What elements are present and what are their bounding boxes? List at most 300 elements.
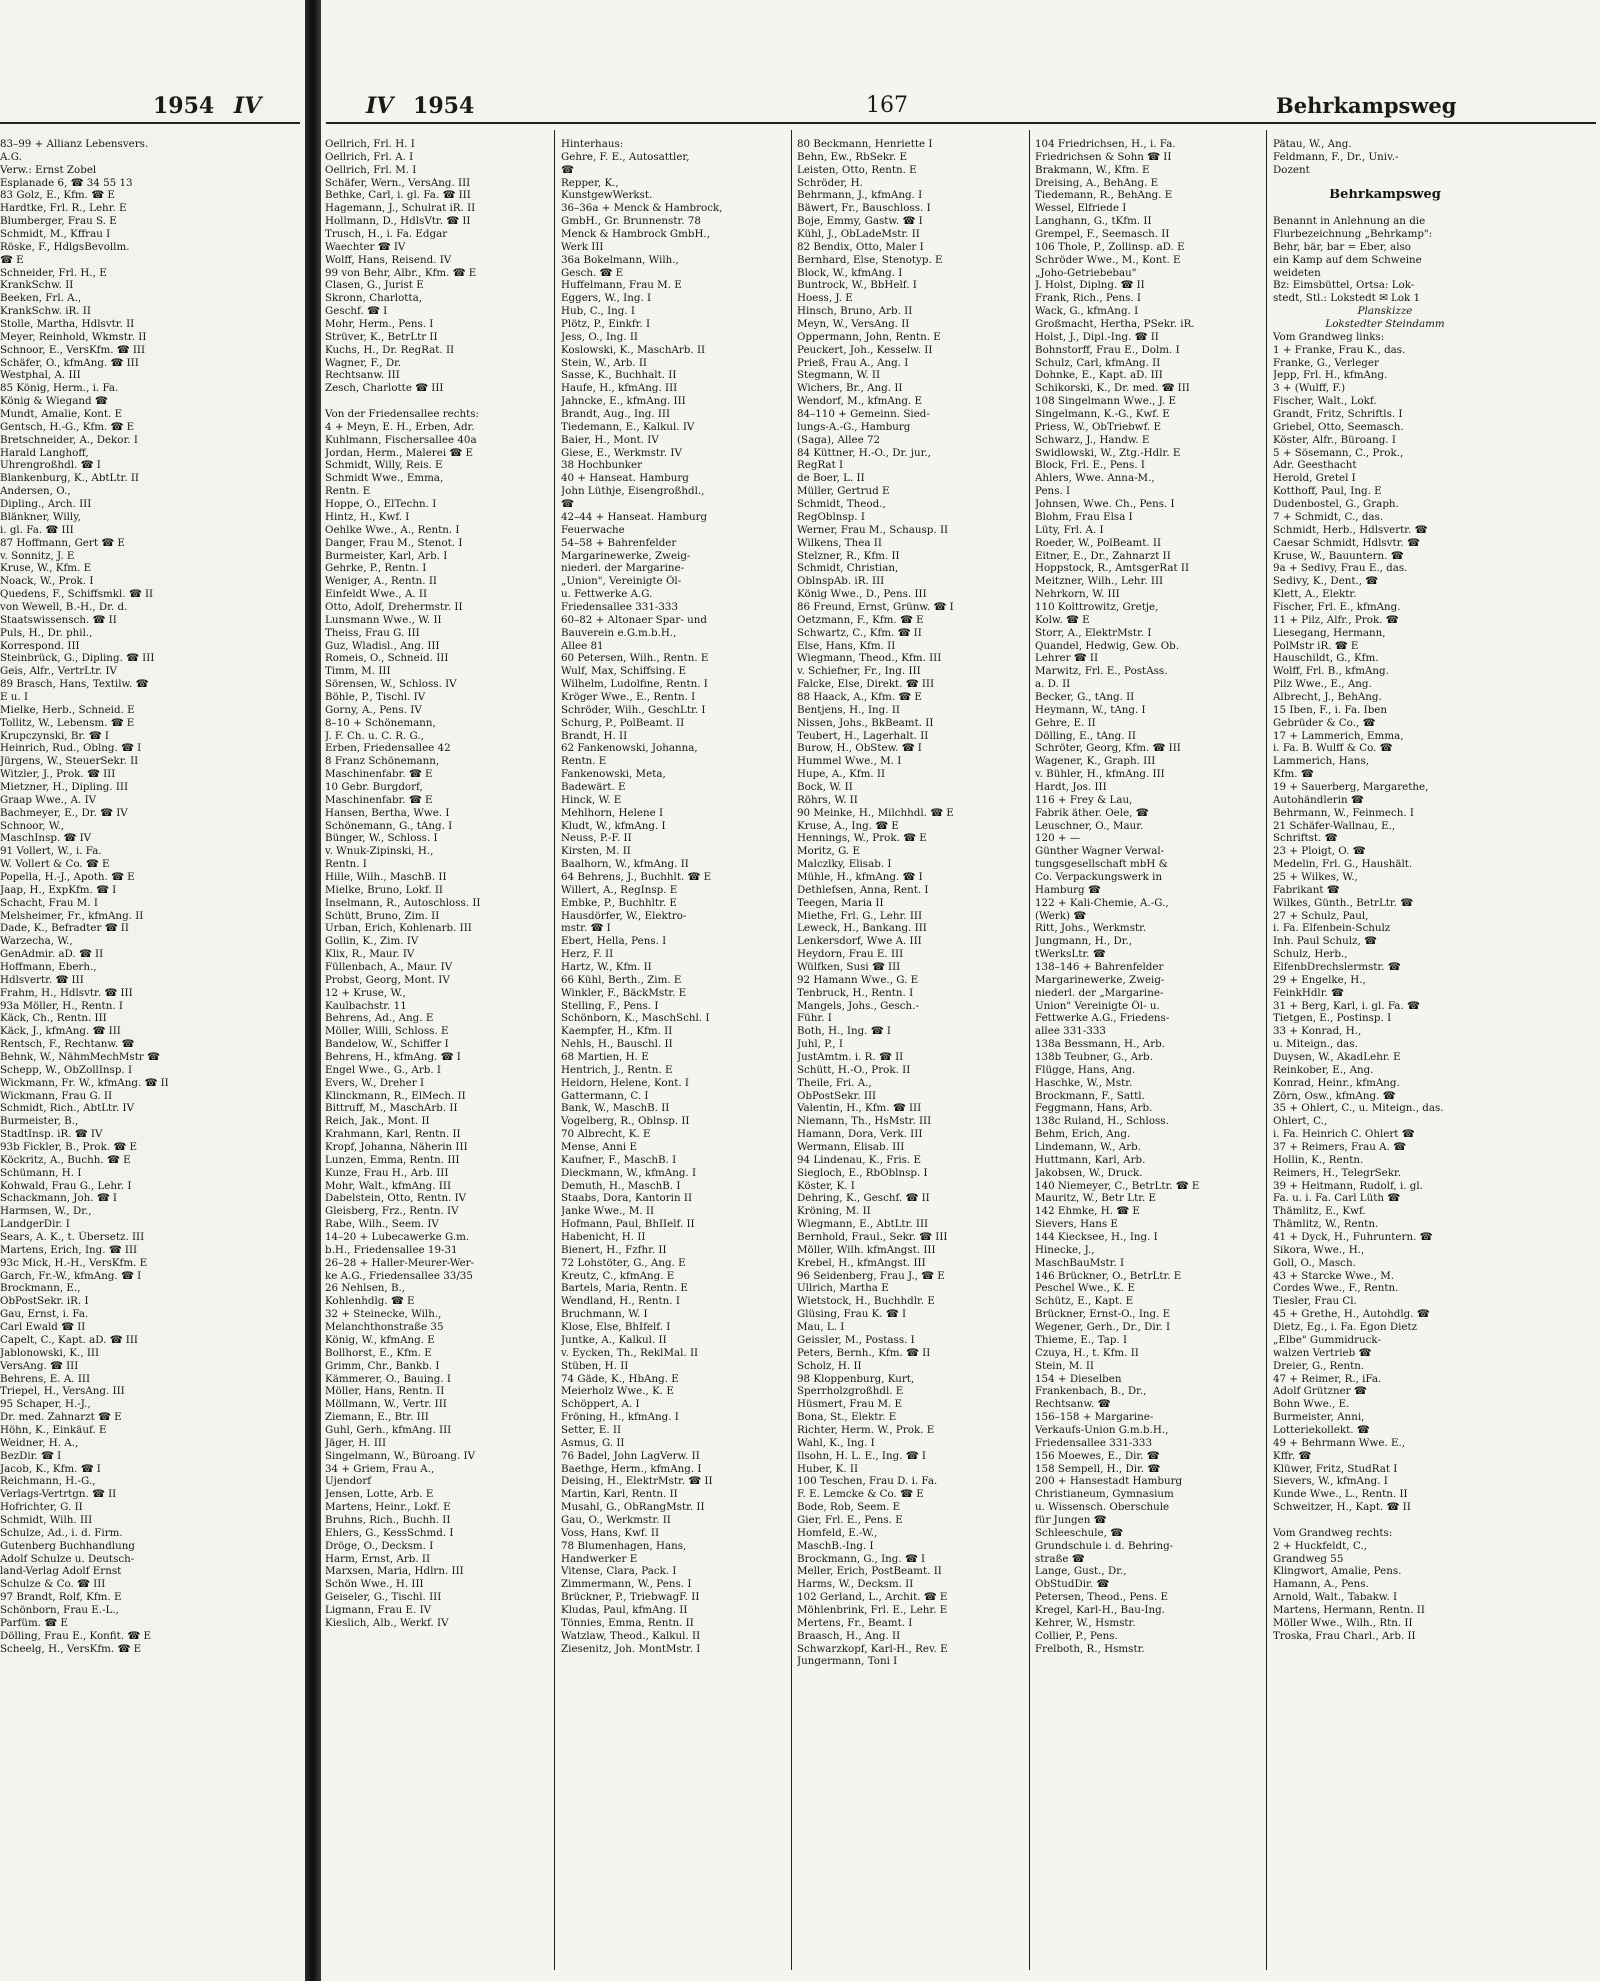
directory-line: tWerksLtr. ☎ [1035, 948, 1106, 961]
directory-line: Feggmann, Hans, Arb. [1035, 1102, 1153, 1115]
directory-line: Teubert, H., Lagerhalt. II [797, 729, 929, 742]
directory-line: 140 Niemeyer, C., BetrLtr. ☎ E [1035, 1179, 1200, 1192]
directory-line: von Wewell, B.-H., Dr. d. [0, 600, 128, 613]
directory-column-3 [797, 138, 1021, 1668]
directory-line: Christianeum, Gymnasium [1035, 1488, 1174, 1501]
directory-line: Urban, Erich, Kohlenarb. III [325, 922, 472, 935]
directory-line: „Joho-Getriebebau" [1035, 266, 1137, 279]
directory-line: 4 + Meyn, E. H., Erben, Adr. [325, 420, 475, 433]
directory-line: Liesegang, Hermann, [1273, 626, 1386, 639]
directory-line: Deising, H., ElektrMstr. ☎ II [561, 1475, 713, 1488]
directory-line: Kludt, W., kfmAng. I [561, 819, 666, 832]
directory-line: walzen Vertrieb ☎ [1273, 1346, 1372, 1359]
directory-line: Schönemann, G., tAng. I [325, 819, 453, 832]
directory-line: Hentrich, J., Rentn. E [561, 1063, 673, 1076]
directory-line: Kunze, Frau H., Arb. III [325, 1166, 449, 1179]
directory-line: Schütt, Bruno, Zim. II [325, 909, 440, 922]
directory-line: Schäfer, O., kfmAng. ☎ III [0, 356, 139, 369]
directory-line: Jordan, Herm., Malerei ☎ E [325, 446, 474, 459]
directory-line: Lange, Gust., Dr., [1035, 1565, 1127, 1578]
directory-line: Gau, Ernst, i. Fa. [0, 1308, 89, 1321]
directory-line: Uhrengroßhdl. ☎ I [0, 459, 101, 472]
directory-line: J. F. Ch. u. C. R. G., [325, 729, 424, 742]
directory-line: Neuss, P.-F. II [561, 832, 632, 845]
directory-line: KrankSchw. iR. II [0, 305, 91, 318]
directory-line: Gollin, K., Zim. IV [325, 935, 419, 948]
directory-line: 142 Ehmke, H. ☎ E [1035, 1205, 1140, 1218]
directory-line: Parfüm. ☎ E [0, 1616, 68, 1629]
directory-line: Fröning, H., kfmAng. I [561, 1411, 679, 1424]
directory-line: Hdlsvertr. ☎ III [0, 973, 84, 986]
directory-line: Willert, A., RegInsp. E [561, 883, 678, 896]
directory-line: Kaufner, F., MaschB. I [561, 1153, 677, 1166]
directory-line: Friedrichsen & Sohn ☎ II [1035, 150, 1172, 163]
directory-line: Sedivy, K., Dent., ☎ [1273, 575, 1379, 588]
directory-line: W. Vollert & Co. ☎ E [0, 858, 110, 871]
directory-line: Autohändlerin ☎ [1273, 793, 1364, 806]
directory-line: Harms, W., Decksm. II [797, 1578, 914, 1591]
directory-line: Brockmann, G., Ing. ☎ I [797, 1552, 926, 1565]
directory-line: Behrens, Ad., Ang. E [325, 1012, 434, 1025]
directory-line: ObPostSekr. III [797, 1089, 877, 1102]
directory-line: Glüsing, Frau K. ☎ I [797, 1308, 907, 1321]
directory-line: für Jungen ☎ [1035, 1513, 1107, 1526]
directory-line: Schneider, Frl. H., E [0, 266, 107, 279]
directory-line: Dabelstein, Otto, Rentn. IV [325, 1192, 467, 1205]
directory-line: Bauverein e.G.m.b.H., [561, 626, 677, 639]
directory-line: Hagemann, J., Schulrat iR. II [325, 202, 476, 215]
directory-line: Hamann, A., Pens. [1273, 1578, 1369, 1591]
directory-line: Bienert, H., Fzfhr. II [561, 1243, 667, 1256]
directory-line: Wahl, K., Ing. I [797, 1436, 875, 1449]
directory-line: Hinsch, Bruno, Arb. II [797, 305, 913, 318]
directory-line: 89 Brasch, Hans, Textilw. ☎ [0, 678, 149, 691]
directory-line: Hansen, Bertha, Wwe. I [325, 806, 450, 819]
directory-line: König & Wiegand ☎ [0, 395, 108, 408]
directory-line: Käck, Ch., Rentn. III [0, 1012, 107, 1025]
directory-line: Ligmann, Frau E. IV [325, 1603, 432, 1616]
directory-line: Tiesler, Frau Cl. [1273, 1295, 1357, 1308]
directory-line: Mau, L. I [797, 1321, 845, 1334]
directory-line: Clasen, G., Jurist E [325, 279, 424, 292]
directory-line: 25 + Wilkes, W., [1273, 870, 1358, 883]
directory-line: Schurg, P., PolBeamt. II [561, 716, 685, 729]
directory-line: Nissen, Johs., BkBeamt. II [797, 716, 934, 729]
directory-line: Gutenberg Buchhandlung [0, 1539, 135, 1552]
directory-line: u. Miteign., das. [1273, 1038, 1358, 1051]
directory-line: Feldmann, F., Dr., Univ.- [1273, 150, 1399, 163]
directory-line: 64 Behrens, J., Buchhlt. ☎ E [561, 870, 712, 883]
directory-line: Rentsch, F., Rechtanw. ☎ [0, 1038, 135, 1051]
directory-line: Hoppstock, R., AmtsgerRat II [1035, 562, 1190, 575]
directory-line: Vitense, Clara, Pack. I [561, 1565, 677, 1578]
directory-line: 31 + Berg, Karl, i. gl. Fa. ☎ [1273, 999, 1420, 1012]
directory-line: Wessel, Elfriede I [1035, 202, 1127, 215]
directory-line: MaschBauMstr. I [1035, 1256, 1125, 1269]
directory-line: Möhlenbrink, Frl. E., Lehr. E [797, 1603, 948, 1616]
directory-line: Schröder, H. [797, 176, 863, 189]
directory-line: Harm, Ernst, Arb. II [325, 1552, 431, 1565]
directory-line: 78 Blumenhagen, Hans, [561, 1539, 687, 1552]
directory-line: Esplanade 6, ☎ 34 55 13 [0, 176, 133, 189]
directory-line: Waechter ☎ IV [325, 240, 406, 253]
directory-line: Bernhard, Else, Stenotyp. E [797, 253, 943, 266]
directory-line: 85 König, Herm., i. Fa. [0, 382, 119, 395]
directory-line: Reichmann, H.-G., [0, 1475, 96, 1488]
directory-line: Bock, W. II [797, 780, 853, 793]
directory-line: Zesch, Charlotte ☎ III [325, 382, 444, 395]
directory-line: Stegmann, W. II [797, 369, 881, 382]
directory-line: FeinkHdlr. ☎ [1273, 986, 1344, 999]
directory-line: Martin, Karl, Rentn. II [561, 1488, 678, 1501]
directory-line: John Lüthje, Eisengroßhdl., [561, 485, 705, 498]
directory-line: ObStudDir. ☎ [1035, 1578, 1110, 1591]
directory-line: Triepel, H., VersAng. III [0, 1385, 125, 1398]
left-header-section: IV [233, 93, 262, 119]
directory-line: Kuhlmann, Fischersallee 40a [325, 433, 477, 446]
directory-line: Sasse, K., Buchhalt. II [561, 369, 677, 382]
directory-line: Vogelberg, R., Oblnsp. II [561, 1115, 690, 1128]
directory-line: 110 Kolttrowitz, Gretje, [1035, 600, 1159, 613]
directory-line: Schulz, Carl, kfmAng. II [1035, 356, 1161, 369]
directory-line: Plötz, P., Einkfr. I [561, 318, 651, 331]
directory-line: Dietz, Eg., i. Fa. Egon Dietz [1273, 1321, 1418, 1334]
directory-line: Herold, Gretel I [1273, 472, 1356, 485]
directory-line: Setter, E. II [561, 1423, 622, 1436]
directory-line: BezDir. ☎ I [0, 1449, 62, 1462]
directory-line: Sievers, W., kfmAng. I [1273, 1475, 1388, 1488]
directory-line: Wulf, Max, Schiffsing. E [561, 665, 687, 678]
directory-line: Dipling., Arch. III [0, 498, 92, 511]
directory-line: Moritz, G. E [797, 845, 860, 858]
directory-line: ☎ [561, 498, 574, 511]
directory-line: Ahlers, Wwe. Anna-M., [1035, 472, 1155, 485]
directory-line: Otto, Adolf, Drehermstr. II [325, 600, 463, 613]
directory-line: Benannt in Anlehnung an die [1273, 215, 1426, 228]
directory-line: Allee 81 [561, 639, 604, 652]
directory-line: Westphal, A. III [0, 369, 81, 382]
directory-line: KrankSchw. II [0, 279, 74, 292]
directory-line: Frank, Rich., Pens. I [1035, 292, 1141, 305]
directory-line: Voss, Hans, Kwf. II [561, 1526, 660, 1539]
directory-line: Union" Vereinigte Öl- u. [1035, 999, 1160, 1012]
left-header-rule [0, 122, 300, 124]
directory-line: Bernhold, Fraul., Sekr. ☎ III [797, 1231, 948, 1244]
directory-line: Juhl, P., I [797, 1038, 843, 1051]
directory-line: Hausdörfer, W., Elektro- [561, 909, 687, 922]
directory-line: 120 + — [1035, 832, 1081, 845]
directory-line: Meyer, Reinhold, Wkmstr. II [0, 330, 147, 343]
directory-line: MaschB.-Ing. I [797, 1539, 874, 1552]
directory-line: Theile, Fri. A., [797, 1076, 872, 1089]
directory-line: Jungmann, H., Dr., [1035, 935, 1133, 948]
directory-line: Dethlefsen, Anna, Rent. I [797, 883, 929, 896]
directory-line [1273, 1514, 1497, 1527]
directory-line: 36–36a + Menck & Hambrock, [561, 202, 723, 215]
directory-line: v. Schiefner, Fr., Ing. III [797, 665, 921, 678]
directory-line: 47 + Reimer, R., iFa. [1273, 1372, 1382, 1385]
directory-line: Gebrüder & Co., ☎ [1273, 716, 1376, 729]
directory-line: Bona, St., Elektr. E [797, 1411, 897, 1424]
directory-line: i. Fa. B. Wulff & Co. ☎ [1273, 742, 1393, 755]
directory-line: Heinrich, Rud., Oblng. ☎ I [0, 742, 142, 755]
directory-line: 91 Vollert, W., i. Fa. [0, 845, 102, 858]
directory-line: Timm, M. III [325, 665, 391, 678]
directory-line: Tietgen, E., Postinsp. I [1273, 1012, 1392, 1025]
directory-line: Medelin, Frl. G., Haushält. [1273, 858, 1413, 871]
directory-line: Jess, O., Ing. II [561, 330, 638, 343]
directory-line: Dr. med. Zahnarzt ☎ E [0, 1411, 122, 1424]
directory-line: Hollmann, D., HdlsVtr. ☎ II [325, 215, 471, 228]
directory-line: Hoess, J. E [797, 292, 853, 305]
directory-line: Gehre, F. E., Autosattler, [561, 150, 690, 163]
directory-line: Schmidt, Willy, Reis. E [325, 459, 443, 472]
directory-line: Schwarz, J., Handw. E [1035, 433, 1150, 446]
directory-line: Schümann, H. I [0, 1166, 82, 1179]
directory-line: Wilhelm, Ludolfine, Rentn. I [561, 678, 708, 691]
directory-line: mstr. ☎ I [561, 922, 611, 935]
directory-line: 23 + Ploigt, O. ☎ [1273, 845, 1366, 858]
directory-line: Boje, Emmy, Gastw. ☎ I [797, 215, 923, 228]
directory-line: Schröter, Georg, Kfm. ☎ III [1035, 742, 1181, 755]
directory-line: Meierholz Wwe., K. E [561, 1385, 674, 1398]
directory-line: 9a + Sedivy, Frau E., das. [1273, 562, 1408, 575]
directory-line: Geschf. ☎ I [325, 305, 388, 318]
directory-line: 29 + Engelke, H., [1273, 973, 1366, 986]
directory-line: Leuschner, O., Maur. [1035, 819, 1144, 832]
directory-line: 68 Martien, H. E [561, 1051, 649, 1064]
directory-line: Brandt, Aug., Ing. III [561, 408, 671, 421]
directory-line: Kröger Wwe., E., Rentn. I [561, 690, 696, 703]
directory-line: Kregel, Karl-H., Bau-Ing. [1035, 1603, 1165, 1616]
directory-line: Schönborn, K., MaschSchl. I [561, 1012, 710, 1025]
directory-column-4 [1035, 138, 1259, 1655]
directory-line: 74 Gäde, K., HbAng. E [561, 1372, 679, 1385]
directory-line: Capelt, C., Kapt. aD. ☎ III [0, 1333, 138, 1346]
right-header-year: 1954 [413, 93, 475, 119]
directory-line: Konrad, Heinr., kfmAng. [1273, 1076, 1400, 1089]
directory-line: Schmidt, Theod., [797, 498, 886, 511]
directory-line: Wickmann, Fr. W., kfmAng. ☎ II [0, 1076, 169, 1089]
directory-line: Bank, W., MaschB. II [561, 1102, 670, 1115]
directory-line: 82 Bendix, Otto, Maler I [797, 240, 924, 253]
directory-line: 106 Thole, P., Zollinsp. aD. E [1035, 240, 1185, 253]
directory-line: Brandt, H. II [561, 729, 628, 742]
directory-line: Heymann, W., tAng. I [1035, 703, 1146, 716]
directory-line: Fabrik äther. Oele, ☎ [1035, 806, 1149, 819]
directory-line: Quedens, F., Schiffsmkl. ☎ II [0, 588, 154, 601]
directory-line: Dehring, K., Geschf. ☎ II [797, 1192, 930, 1205]
directory-line: Blänkner, Willy, [0, 510, 81, 523]
directory-line: Wülfken, Susi ☎ III [797, 961, 901, 973]
directory-line: Tönnies, Emma, Rentn. II [561, 1616, 694, 1629]
directory-line: niederl. der Margarine- [561, 562, 685, 575]
directory-line: Margarinewerke, Zweig- [1035, 973, 1165, 986]
directory-line: Lunsmann Wwe., W. II [325, 613, 442, 626]
directory-line: Czuya, H., t. Kfm. II [1035, 1346, 1139, 1359]
directory-line: Trusch, H., i. Fa. Edgar [325, 228, 448, 241]
directory-line: Langhann, G., tKfm. II [1035, 215, 1152, 228]
directory-line: 93c Mick, H.-H., VersKfm. E [0, 1256, 148, 1269]
directory-line: Adr. Geesthacht [1273, 459, 1357, 472]
directory-line: Schnoor, W., [0, 819, 65, 832]
directory-line: Kirsten, M. II [561, 845, 631, 858]
directory-line: 41 + Dyck, H., Fuhruntern. ☎ [1273, 1231, 1433, 1244]
directory-line: Kotthoff, Paul, Ing. E [1273, 485, 1382, 498]
directory-line: i. gl. Fa. ☎ III [0, 523, 74, 536]
directory-line: de Boer, L. II [797, 472, 865, 485]
directory-line: Wagener, K., Graph. III [1035, 755, 1156, 768]
directory-line: Ilsohn, H. L. E., Ing. ☎ I [797, 1449, 926, 1462]
directory-line: Blohm, Frau Elsa I [1035, 510, 1133, 523]
directory-line: 116 + Frey & Lau, [1035, 793, 1133, 806]
directory-line: Wagner, F., Dr. [325, 356, 402, 369]
directory-line: Niemann, Th., HsMstr. III [797, 1115, 932, 1128]
directory-line: Oellrich, Frl. A. I [325, 150, 414, 163]
directory-line: Block, Frl. E., Pens. I [1035, 459, 1145, 472]
directory-line: König Wwe., D., Pens. III [797, 588, 927, 601]
directory-line: LandgerDir. I [0, 1218, 70, 1231]
directory-line: Mohr, Herm., Pens. I [325, 318, 434, 331]
directory-line: Weidner, H. A., [0, 1436, 79, 1449]
directory-line: land-Verlag Adolf Ernst [0, 1565, 122, 1578]
right-page [321, 0, 1600, 1981]
directory-line: Weniger, A., Rentn. II [325, 575, 437, 588]
directory-line: „Elbe" Gummidruck- [1273, 1333, 1381, 1346]
directory-line: Storr, A., ElektrMstr. I [1035, 626, 1152, 639]
directory-line: Hamann, Dora, Verk. III [797, 1128, 923, 1141]
directory-line: Pens. I [1035, 485, 1071, 498]
directory-line: Beeken, Frl. A., [0, 292, 82, 305]
directory-line: Fischer, Walt., Lokf. [1273, 395, 1377, 408]
directory-line: Flurbezeichnung „Behrkamp": [1273, 228, 1433, 241]
directory-line: Asmus, G. II [561, 1436, 625, 1449]
directory-line: Menck & Hambrock GmbH., [561, 228, 710, 241]
directory-line: Ohlert, C., [1273, 1115, 1328, 1128]
directory-line: 39 + Heitmann, Rudolf, i. gl. [1273, 1179, 1423, 1192]
directory-line: Jakobsen, W., Druck. [1035, 1166, 1143, 1179]
directory-line: Martens, Heinr., Lokf. E [325, 1501, 451, 1514]
directory-line: niederl. der „Margarine- [1035, 986, 1164, 999]
directory-line: Klüwer, Fritz, StudRat I [1273, 1462, 1398, 1475]
directory-line: Fabrikant ☎ [1273, 883, 1340, 896]
directory-line: 19 + Sauerberg, Margarethe, [1273, 780, 1429, 793]
directory-line: 34 + Griem, Frau A., [325, 1462, 435, 1475]
directory-line: Leisten, Otto, Rentn. E [797, 163, 917, 176]
column-divider [791, 130, 792, 1970]
directory-line: Wichers, Br., Ang. II [797, 382, 903, 395]
directory-line: Cordes Wwe., F., Rentn. [1273, 1282, 1399, 1295]
directory-line: Mauritz, W., Betr Ltr. E [1035, 1192, 1157, 1205]
directory-line: 54–58 + Bahrenfelder [561, 536, 677, 549]
directory-line: Frelboth, R., Hsmstr. [1035, 1642, 1145, 1655]
directory-line: Sears, A. K., t. Übersetz. III [0, 1231, 145, 1244]
directory-line: Hille, Wilh., MaschB. II [325, 870, 447, 883]
directory-line: 35 + Ohlert, C., u. Miteign., das. [1273, 1102, 1444, 1115]
directory-line: Bittruff, M., MaschArb. II [325, 1102, 458, 1115]
directory-line: Frankenbach, B., Dr., [1035, 1385, 1147, 1398]
directory-line: Gentsch, H.-G., Kfm. ☎ E [0, 420, 135, 433]
directory-line: Bohn Wwe., E. [1273, 1398, 1350, 1411]
directory-line: Stelzner, R., Kfm. II [797, 549, 900, 562]
directory-line: Hoppe, O., ElTechn. I [325, 498, 437, 511]
directory-line: Brockmann, E., [0, 1282, 81, 1295]
directory-line: 10 Gebr. Burgdorf, [325, 780, 423, 793]
directory-line: Schulze, Ad., i. d. Firm. [0, 1526, 123, 1539]
directory-line: Habenicht, H. II [561, 1231, 646, 1244]
directory-line: 200 + Hansestadt Hamburg [1035, 1475, 1183, 1488]
directory-line: Maschinenfabr. ☎ E [325, 793, 433, 806]
directory-line: Wolff, Hans, Reisend. IV [325, 253, 452, 266]
directory-line: Kruse, W., Kfm. E [0, 562, 92, 575]
directory-line: Burmeister, B., [0, 1115, 79, 1128]
directory-line: b.H., Friedensallee 19-31 [325, 1243, 458, 1256]
directory-line: StadtInsp. iR. ☎ IV [0, 1128, 103, 1141]
directory-line: Möller, Wilh. kfmAngst. III [797, 1243, 936, 1256]
directory-line: Hartz, W., Kfm. II [561, 961, 652, 973]
directory-line: Dreier, G., Rentn. [1273, 1359, 1365, 1372]
directory-line: Harald Langhoff, [0, 446, 89, 459]
directory-line: Engel Wwe., G., Arb. I [325, 1063, 441, 1076]
directory-line: Werner, Frau M., Schausp. II [797, 523, 949, 536]
directory-line: Badewärt. E [561, 780, 626, 793]
directory-line: Wack, G., kfmAng. I [1035, 305, 1139, 318]
directory-line: Albrecht, J., BehAng. [1273, 690, 1382, 703]
directory-line: Mielke, Bruno, Lokf. II [325, 883, 444, 896]
directory-line [1273, 202, 1497, 215]
directory-line: Hauschildt, G., Kfm. [1273, 652, 1379, 665]
directory-column-2 [561, 138, 785, 1655]
directory-line: 60–82 + Altonaer Spar- und [561, 613, 707, 626]
directory-line: Oppermann, John, Rentn. E [797, 330, 941, 343]
directory-line: Heidorn, Helene, Kont. I [561, 1076, 689, 1089]
directory-line: Herz, F. II [561, 948, 614, 961]
directory-line: 83–99 + Allianz Lebensvers. [0, 138, 149, 150]
directory-line: Müller, Gertrud E [797, 485, 890, 498]
directory-line: Gehrke, P., Rentn. I [325, 562, 427, 575]
directory-line: Wietstock, H., Buchhdlr. E [797, 1295, 935, 1308]
directory-line: Leweck, H., Bankang. III [797, 922, 927, 935]
directory-line: 83 Golz, E., Kfm. ☎ E [0, 189, 115, 202]
directory-line: Ziemann, E., Btr. III [325, 1411, 429, 1424]
directory-line: Kühl, J., ObLadeMstr. II [797, 228, 920, 241]
directory-line: Musahl, G., ObRangMstr. II [561, 1501, 705, 1514]
directory-line: Verw.: Ernst Zobel [0, 163, 97, 176]
directory-line: 1 + Franke, Frau K., das. [1273, 343, 1406, 356]
directory-line: Schmidt, M., Kffrau I [0, 228, 111, 241]
directory-line: A.G. [0, 150, 22, 163]
directory-line: Wilkes, Günth., BetrLtr. ☎ [1273, 896, 1414, 909]
directory-line: Klingwort, Amalie, Pens. [1273, 1565, 1402, 1578]
directory-line: Staabs, Dora, Kantorin II [561, 1192, 693, 1205]
directory-line: Behrmann, W., Feinmech. I [1273, 806, 1414, 819]
directory-line: Kolw. ☎ E [1035, 613, 1090, 626]
directory-line: Hardt, Jos. III [1035, 780, 1107, 793]
directory-line: Heydorn, Frau E. III [797, 948, 904, 961]
directory-line: Ujendorf [325, 1475, 372, 1488]
directory-line: 26–28 + Haller-Meurer-Wer- [325, 1256, 475, 1269]
directory-line: Kieslich, Alb., Werkf. IV [325, 1616, 449, 1629]
directory-line: Harmsen, W., Dr., [0, 1205, 92, 1218]
directory-line: Behr, bär, bar = Eber, also [1273, 240, 1411, 253]
directory-line: Ritt, Johs., Werkmstr. [1035, 922, 1147, 935]
directory-line: Lindemann, W., Arb. [1035, 1141, 1141, 1154]
directory-line: 156 Moewes, E., Dir. ☎ [1035, 1449, 1160, 1462]
directory-line: Brückner, Ernst-O., Ing. E [1035, 1308, 1171, 1321]
directory-line: Jacob, K., Kfm. ☎ I [0, 1462, 101, 1475]
directory-line: Gorny, A., Pens. IV [325, 703, 422, 716]
directory-line: a. D. II [1035, 678, 1071, 691]
